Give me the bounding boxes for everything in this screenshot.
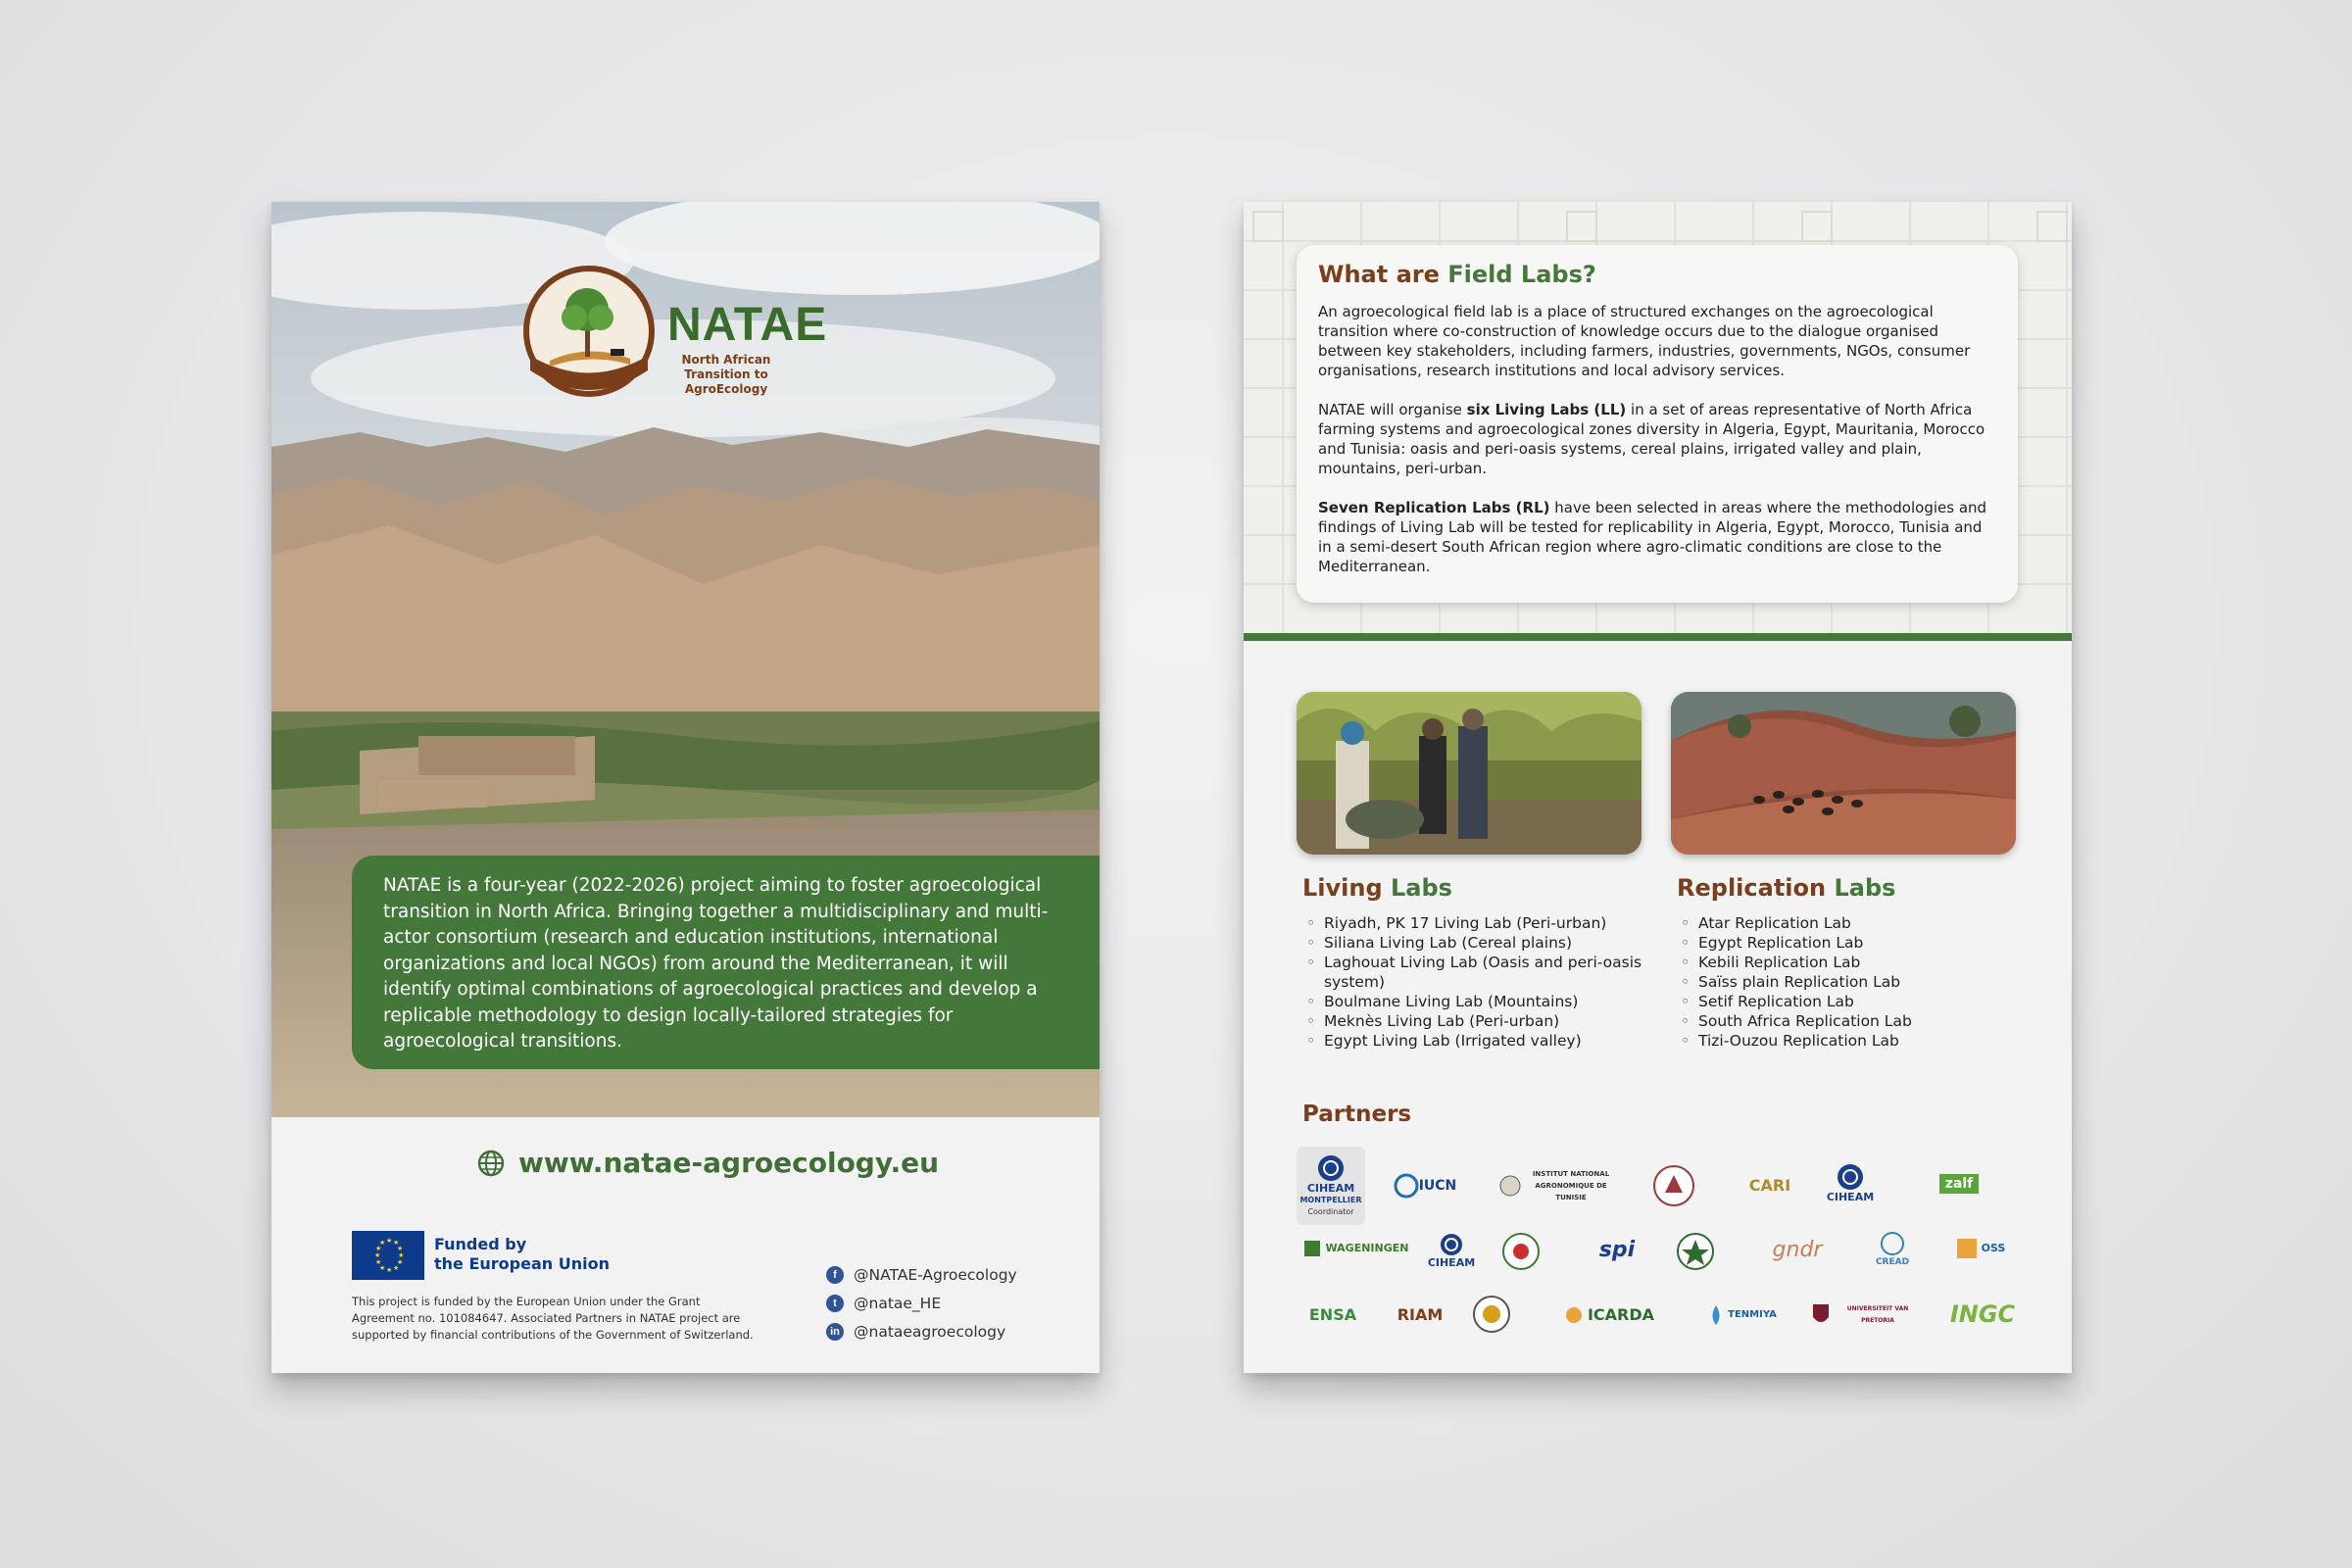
ciheam-chania-logo (1424, 1227, 1479, 1274)
p2-bold: six Living Labs (LL) (1466, 401, 1627, 418)
field-labs-paragraph-2 (1318, 400, 1996, 478)
natae-logo (520, 263, 912, 419)
ciheam-chania-emblem-icon (1439, 1232, 1464, 1257)
pretoria-label: UNIVERSITEIT VAN PRETORIA (1846, 1305, 1909, 1324)
social-twitter[interactable] (826, 1289, 1017, 1317)
pretoria-logo (1808, 1296, 1926, 1335)
inat-logo (1491, 1168, 1628, 1203)
svg-text:★: ★ (393, 1264, 400, 1272)
ensa-logo (1297, 1296, 1369, 1335)
back-page (1244, 202, 2072, 1373)
eu-funding-label (434, 1235, 610, 1274)
front-footer (271, 1117, 1100, 1373)
cread-logo (1863, 1225, 1922, 1274)
linkedin-handle[interactable]: @nataeagroecology (854, 1322, 1006, 1341)
svg-text:★: ★ (379, 1239, 386, 1247)
list-item: ◦ Atar Replication Lab (1677, 913, 2030, 933)
svg-text:★: ★ (379, 1264, 386, 1272)
iucn-emblem-icon (1394, 1173, 1419, 1199)
svg-text:★: ★ (386, 1237, 393, 1245)
field-labs-paragraph-1: An agroecological field lab is a place of structured exchanges on the agroecological transition where co-construction of knowledge occurs due to the dialogue organised between key stakeholders, including farmers, industries, governments, NGOs, consumer organisations, research institutions and local advisory services. (1318, 303, 1971, 379)
cread-emblem-icon (1880, 1231, 1905, 1256)
svg-text:★: ★ (397, 1245, 404, 1252)
gndr-logo (1753, 1231, 1841, 1270)
emblem-seal-icon (1471, 1294, 1512, 1335)
field-labs-title (1318, 261, 1996, 288)
ingc-label: INGC (1949, 1300, 2016, 1328)
logo-subtitle: North African Transition to AgroEcology (681, 353, 771, 396)
list-item: ◦ Riyadh, PK 17 Living Lab (Peri-urban) (1302, 913, 1655, 933)
p3-post: have been selected in areas where the methodologies and findings of Living Lab will be tested for replicability in Algeria, Egypt, Morocco, Tunisia and in a semi-desert South African region where agro-climatic conditions are close to the Mediterranean. (1318, 499, 1987, 575)
seal-emblem-icon (1651, 1163, 1696, 1208)
tenmiya-label: TENMIYA (1728, 1309, 1777, 1320)
emblem-seal-logo (1469, 1292, 1514, 1337)
twitter-icon: t (826, 1295, 844, 1312)
oss-emblem-icon (1956, 1238, 1978, 1259)
svg-text:★: ★ (397, 1258, 404, 1266)
iucn-logo (1381, 1166, 1469, 1205)
field-labs-paragraph-3 (1318, 498, 1996, 576)
p2-pre: NATAE will organise (1318, 401, 1467, 418)
front-page (271, 202, 1100, 1373)
icarda-emblem-icon (1564, 1305, 1584, 1325)
eu-flag-icon (352, 1231, 424, 1280)
replication-labs-title (1677, 874, 2030, 902)
grant-text: This project is funded by the European Union under the Grant Agreement no. 101084647. Associated Partners in NATAE project are supported by financial contributions of the Government of Switzerland. (352, 1295, 754, 1342)
ciheam-mp-role: Coordinator (1307, 1207, 1354, 1216)
social-facebook[interactable] (826, 1260, 1017, 1289)
wageningen-label: WAGENINGEN (1325, 1242, 1409, 1254)
zalf-label: zalf (1939, 1174, 1980, 1194)
living-labs-photo (1297, 692, 1642, 855)
linkedin-icon: in (826, 1323, 844, 1341)
wageningen-emblem-icon (1302, 1239, 1322, 1258)
p2-post: in a set of areas representative of North Africa farming systems and agroecological zones diversity in Algeria, Egypt, Mauritania, Morocco and Tunisia: oasis and peri-oasis systems, cereal plains, irrigated valley and plain, mountains, peri-urban. (1318, 401, 1985, 477)
replication-labs-title-part1: Replication (1677, 874, 1835, 902)
ciheam-montpellier-logo (1297, 1147, 1365, 1225)
inat-emblem-icon (1498, 1174, 1522, 1198)
living-labs-section (1302, 874, 1655, 1051)
cari-label: CARI (1748, 1176, 1791, 1195)
eu-label-line1: Funded by (434, 1235, 527, 1253)
ciheam-bari-label: CIHEAM (1826, 1191, 1875, 1203)
list-item: ◦ Tizi-Ouzou Replication Lab (1677, 1031, 2030, 1051)
ciheam-mp-line2: MONTPELLIER (1299, 1196, 1362, 1204)
ciheam-mp-line1: CIHEAM (1306, 1182, 1355, 1195)
riam-label: RIAM (1396, 1305, 1444, 1324)
ciheam-bari-logo (1816, 1152, 1885, 1213)
green-seal-logo (1671, 1229, 1720, 1274)
inat-label: INSTITUT NATIONAL AGRONOMIQUE DE TUNISIE (1532, 1170, 1610, 1201)
water-drop-icon (1708, 1304, 1724, 1326)
list-item: ◦ Setif Replication Lab (1677, 992, 2030, 1011)
ministry-seal-icon (1500, 1231, 1542, 1272)
ingc-logo (1943, 1292, 2022, 1337)
wageningen-logo (1297, 1231, 1414, 1266)
replication-labs-list (1677, 913, 2030, 1051)
globe-icon (477, 1150, 505, 1177)
zalf-logo (1900, 1166, 2018, 1201)
svg-text:★: ★ (393, 1239, 400, 1247)
list-item: ◦ Boulmane Living Lab (Mountains) (1302, 992, 1655, 1011)
list-item: ◦ Egypt Living Lab (Irrigated valley) (1302, 1031, 1655, 1051)
svg-text:★: ★ (375, 1245, 382, 1252)
living-labs-title-part2: Labs (1391, 874, 1452, 902)
facebook-icon: f (826, 1266, 844, 1284)
riam-logo (1391, 1294, 1449, 1337)
divider-rule (1244, 633, 2072, 641)
website-row[interactable] (477, 1147, 939, 1179)
cari-logo (1716, 1166, 1824, 1205)
facebook-handle[interactable]: @NATAE-Agroecology (854, 1265, 1017, 1284)
social-links (826, 1260, 1017, 1346)
ciheam-chania-label: CIHEAM (1427, 1256, 1476, 1269)
svg-text:★: ★ (375, 1258, 382, 1266)
living-labs-title-part1: Living (1302, 874, 1392, 902)
svg-text:★: ★ (398, 1251, 405, 1259)
list-item: ◦ South Africa Replication Lab (1677, 1011, 2030, 1031)
list-item: ◦ Kebili Replication Lab (1677, 953, 2030, 972)
eu-label-line2: the European Union (434, 1254, 610, 1273)
spi-logo (1573, 1231, 1661, 1270)
ciheam-emblem-icon (1316, 1153, 1346, 1183)
university-seal-logo (1649, 1162, 1698, 1209)
list-item: ◦ Laghouat Living Lab (Oasis and peri-oasis system) (1302, 953, 1655, 992)
cread-label: CREAD (1875, 1257, 1910, 1267)
green-seal-icon (1675, 1231, 1716, 1272)
partners-title: Partners (1302, 1102, 1412, 1127)
iucn-label: IUCN (1418, 1178, 1457, 1194)
spi-label: spi (1598, 1238, 1636, 1262)
oss-logo (1941, 1229, 2020, 1268)
icarda-label: ICARDA (1587, 1305, 1655, 1324)
ensa-label: ENSA (1308, 1305, 1357, 1324)
logo-emblem (520, 263, 658, 400)
ministry-seal-logo (1496, 1229, 1545, 1274)
list-item: ◦ Egypt Replication Lab (1677, 933, 2030, 953)
gndr-label: gndr (1772, 1238, 1823, 1262)
icarda-logo (1555, 1298, 1663, 1333)
ciheam-bari-emblem-icon (1836, 1162, 1865, 1192)
oss-label: OSS (1981, 1242, 2006, 1254)
svg-text:★: ★ (386, 1266, 393, 1274)
field-labs-title-part2: Field Labs? (1447, 261, 1596, 288)
twitter-handle[interactable]: @natae_HE (854, 1294, 942, 1312)
replication-labs-title-part2: Labs (1834, 874, 1896, 902)
living-labs-title (1302, 874, 1655, 902)
svg-text:★: ★ (374, 1251, 381, 1259)
list-item: ◦ Meknès Living Lab (Peri-urban) (1302, 1011, 1655, 1031)
intro-text: NATAE is a four-year (2022-2026) project aiming to foster agroecological transition in North Africa. Bringing together a multidisciplinary and multi-actor consortium (research and education institutions, international organizations and local NGOs) from around the Mediterranean, it will identify optimal combinations of agroecological practices and develop a replicable methodology to design locally-tailored strategies for agroecological transitions. (383, 875, 1049, 1052)
website-link[interactable]: www.natae-agroecology.eu (518, 1147, 940, 1179)
logo-title: NATAE (667, 299, 828, 351)
living-labs-list (1302, 913, 1655, 1051)
p3-bold: Seven Replication Labs (RL) (1318, 499, 1550, 516)
replication-labs-photo (1671, 692, 2016, 855)
social-linkedin[interactable] (826, 1317, 1017, 1346)
intro-text-box (352, 856, 1100, 1069)
list-item: ◦ Saïss plain Replication Lab (1677, 972, 2030, 992)
list-item: ◦ Siliana Living Lab (Cereal plains) (1302, 933, 1655, 953)
pretoria-shield-icon (1812, 1303, 1830, 1327)
field-labs-title-part1: What are (1318, 261, 1448, 288)
tenmiya-logo (1698, 1298, 1787, 1333)
replication-labs-section (1677, 874, 2030, 1051)
field-labs-card (1297, 245, 2018, 603)
